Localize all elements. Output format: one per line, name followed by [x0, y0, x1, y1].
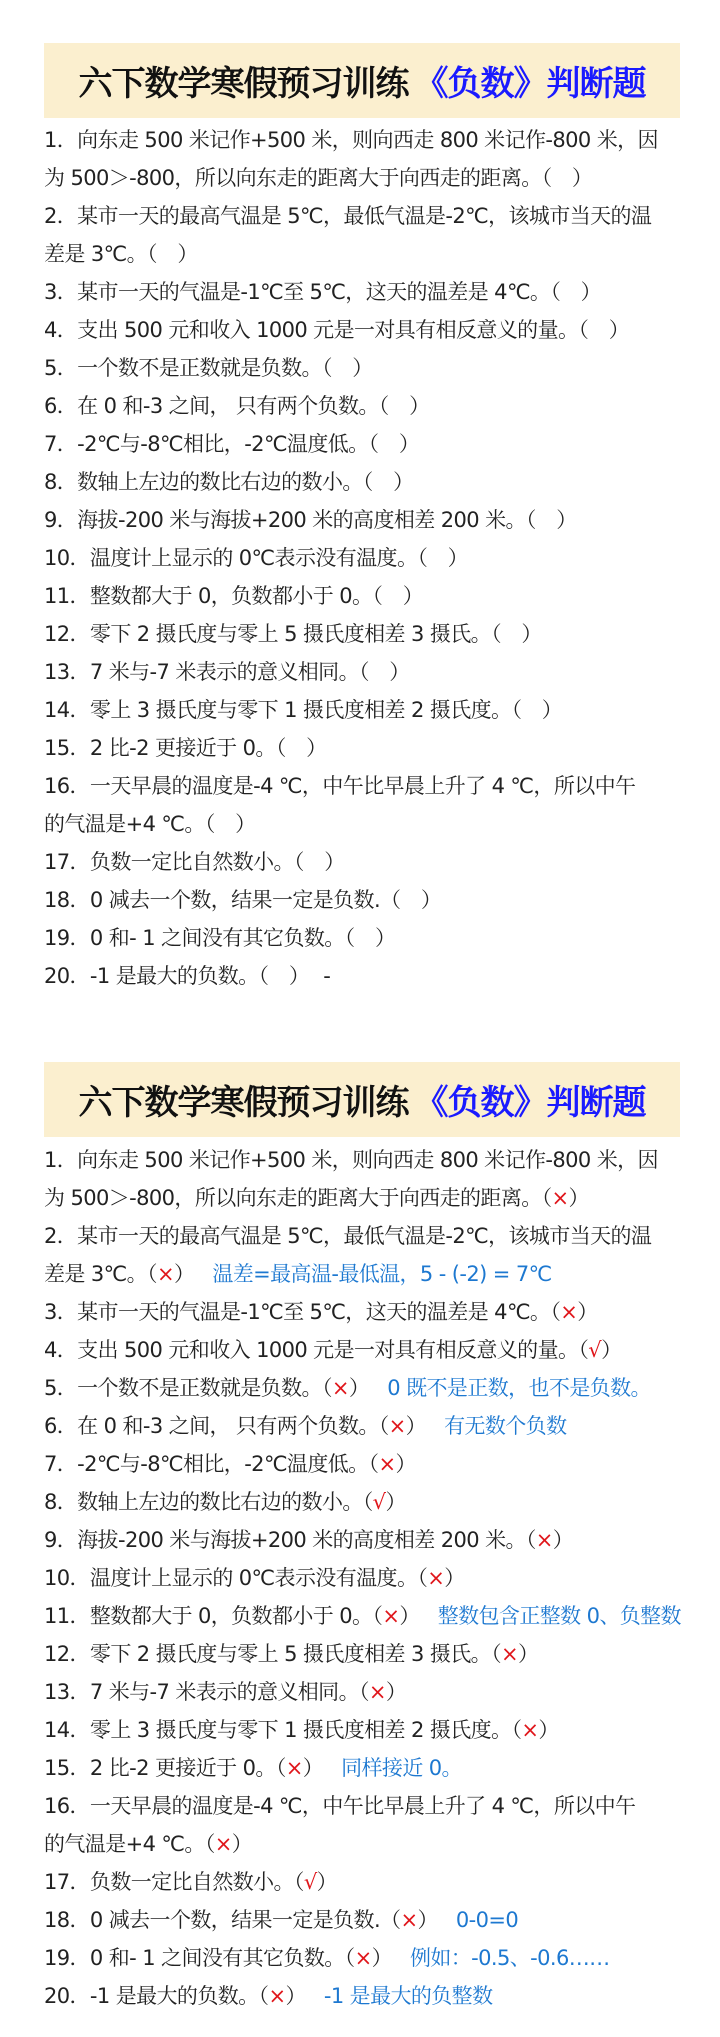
answer-blank: （ ） [362, 470, 414, 494]
question-item [44, 957, 684, 995]
answer-blank: （ ） [578, 318, 630, 342]
question-text: 11．整数都大于 0，负数都小于 0。 [44, 1604, 373, 1628]
question-line [44, 1711, 684, 1749]
question-text: 16．一天早晨的温度是-4 ℃，中午比早晨上升了 4 ℃，所以中午 [44, 1794, 636, 1818]
question-item [44, 425, 684, 463]
question-text: 3．某市一天的气温是-1℃至 5℃，这天的温差是 4℃。 [44, 1300, 551, 1324]
question-text: 差是 3℃。 [44, 1262, 148, 1286]
question-item [44, 1369, 684, 1407]
answer-blank: （×） [321, 1376, 370, 1400]
question-line [44, 1749, 684, 1787]
question-item [44, 881, 684, 919]
answer-blank: （√） [362, 1490, 406, 1514]
question-item [44, 463, 684, 501]
question-item [44, 1787, 684, 1863]
question-item [44, 1331, 684, 1369]
answer-blank: （×） [491, 1642, 539, 1666]
question-line [44, 919, 684, 957]
question-text: 的气温是+4 ℃。 [44, 812, 205, 836]
question-line [44, 691, 684, 729]
question-line [44, 729, 684, 767]
answer-mark: × [427, 1566, 445, 1590]
answer-mark: × [268, 1984, 286, 2008]
question-line [44, 349, 684, 387]
answer-blank: （√） [293, 1870, 338, 1894]
question-line [44, 767, 684, 805]
question-text: 8．数轴上左边的数比右边的数小。 [44, 1490, 363, 1514]
answer-blank: （ ） [293, 850, 345, 874]
question-item [44, 1293, 684, 1331]
answer-blank: （×） [147, 1262, 195, 1286]
question-item [44, 577, 684, 615]
answer-blank: （×） [204, 1832, 253, 1856]
question-text: 12．零下 2 摄氏度与零上 5 摄氏度相差 3 摄氏。 [44, 622, 492, 646]
question-item [44, 1977, 684, 2015]
question-item [44, 1217, 684, 1293]
question-item [44, 919, 684, 957]
question-item [44, 691, 684, 729]
question-text: 8．数轴上左边的数比右边的数小。 [44, 470, 363, 494]
explanation-note: 0-0=0 [455, 1908, 519, 1932]
question-line [44, 197, 684, 235]
question-line [44, 1369, 684, 1407]
question-item [44, 1901, 684, 1939]
question-item [44, 1521, 684, 1559]
answer-blank: （ ） [378, 394, 430, 418]
question-item [44, 501, 684, 539]
title-banner [44, 43, 680, 118]
answer-mark: × [535, 1528, 553, 1552]
question-item [44, 729, 684, 767]
answer-mark: × [285, 1756, 303, 1780]
answer-blank: （×） [275, 1756, 324, 1780]
answer-blank: （ ） [344, 926, 396, 950]
question-text: 为 500＞-800，所以向东走的距离大于向西走的距离。 [44, 1186, 542, 1210]
title-black: 六下数学寒假预习训练 [78, 64, 409, 104]
question-line [44, 1977, 684, 2015]
answer-blank: （ ） [147, 242, 198, 266]
question-item [44, 615, 684, 653]
question-text: 4．支出 500 元和收入 1000 元是一对具有相反意义的量。 [44, 1338, 579, 1362]
question-item [44, 197, 684, 273]
question-item [44, 1673, 684, 1711]
question-line [44, 1407, 684, 1445]
question-line [44, 311, 684, 349]
question-text: 12．零下 2 摄氏度与零上 5 摄氏度相差 3 摄氏。 [44, 1642, 492, 1666]
answer-blank: （×） [258, 1984, 306, 2008]
question-line [44, 881, 684, 919]
question-text: 13．7 米与-7 米表示的意义相同。 [44, 660, 359, 684]
question-line [44, 273, 684, 311]
question-text: 6．在 0 和-3 之间， 只有两个负数。 [44, 1414, 379, 1438]
answer-blank: （ ） [541, 166, 593, 190]
question-text: 9．海拔-200 米与海拔+200 米的高度相差 200 米。 [44, 1528, 526, 1552]
question-text: 19．0 和- 1 之间没有其它负数。 [44, 1946, 345, 1970]
answer-mark: × [156, 1262, 174, 1286]
answer-blank: （×） [372, 1604, 420, 1628]
title-black: 六下数学寒假预习训练 [78, 1083, 409, 1123]
answer-blank: （×） [378, 1414, 427, 1438]
question-line [44, 1901, 684, 1939]
answer-blank: （ ） [321, 356, 373, 380]
question-item [44, 1407, 684, 1445]
question-item [44, 1711, 684, 1749]
answer-mark: × [551, 1186, 569, 1210]
question-text: 10．温度计上显示的 0℃表示没有温度。 [44, 1566, 418, 1590]
answer-blank: （ ） [511, 698, 563, 722]
question-line [44, 653, 684, 691]
question-text: 15．2 比-2 更接近于 0。 [44, 736, 276, 760]
question-item [44, 767, 684, 843]
question-text: 1．向东走 500 米记作+500 米，则向西走 800 米记作-800 米，因 [44, 128, 658, 152]
explanation-note: 同样接近 0。 [341, 1756, 462, 1780]
question-line [44, 957, 684, 995]
explanation-note: 例如：-0.5、-0.6…… [409, 1946, 610, 1970]
answer-blank: （ ） [417, 546, 469, 570]
question-text: 5．一个数不是正数就是负数。 [44, 356, 322, 380]
answer-mark: × [378, 1452, 396, 1476]
question-text: 19．0 和- 1 之间没有其它负数。 [44, 926, 345, 950]
question-text: 4．支出 500 元和收入 1000 元是一对具有相反意义的量。 [44, 318, 579, 342]
question-item [44, 121, 684, 197]
answer-mark: × [500, 1642, 518, 1666]
question-line [44, 1217, 684, 1255]
question-item [44, 387, 684, 425]
answer-mark: × [331, 1376, 349, 1400]
question-line [44, 577, 684, 615]
question-item [44, 1939, 684, 1977]
question-item [44, 539, 684, 577]
answer-mark: √ [588, 1338, 602, 1362]
question-text: 18．0 减去一个数，结果一定是负数. [44, 1908, 381, 1932]
question-line [44, 425, 684, 463]
question-text: 17．负数一定比自然数小。 [44, 1870, 294, 1894]
question-item [44, 273, 684, 311]
answer-mark: × [214, 1832, 232, 1856]
question-item [44, 843, 684, 881]
question-line [44, 843, 684, 881]
question-line [44, 159, 684, 197]
answer-blank: （×） [358, 1680, 407, 1704]
question-text: 5．一个数不是正数就是负数。 [44, 1376, 322, 1400]
question-text: 1．向东走 500 米记作+500 米，则向西走 800 米记作-800 米，因 [44, 1148, 658, 1172]
question-text: 3．某市一天的气温是-1℃至 5℃，这天的温差是 4℃。 [44, 280, 551, 304]
question-text: 14．零上 3 摄氏度与零下 1 摄氏度相差 2 摄氏度。 [44, 1718, 512, 1742]
question-text: 14．零上 3 摄氏度与零下 1 摄氏度相差 2 摄氏度。 [44, 698, 512, 722]
answer-blank: （ ） [491, 622, 542, 646]
question-line [44, 1293, 684, 1331]
question-line [44, 1141, 684, 1179]
question-item [44, 1749, 684, 1787]
question-line [44, 1825, 684, 1863]
question-text: 18．0 减去一个数，结果一定是负数. [44, 888, 381, 912]
trailing-mark: - [323, 964, 331, 988]
answer-blank: （ ） [372, 584, 424, 608]
question-item [44, 349, 684, 387]
question-text: 20．-1 是最大的负数。 [44, 1984, 259, 2008]
answer-blank: （ ） [550, 280, 602, 304]
answer-mark: × [388, 1414, 406, 1438]
question-text: 2．某市一天的最高气温是 5℃，最低气温是-2℃，该城市当天的温 [44, 204, 652, 228]
question-text: 13．7 米与-7 米表示的意义相同。 [44, 1680, 359, 1704]
explanation-note: -1 是最大的负整数 [323, 1984, 493, 2008]
answer-blank: （×） [380, 1908, 438, 1932]
question-text: 9．海拔-200 米与海拔+200 米的高度相差 200 米。 [44, 508, 526, 532]
answer-blank: （ ） [368, 432, 420, 456]
question-item [44, 1635, 684, 1673]
question-line [44, 1863, 684, 1901]
answer-mark: × [560, 1300, 578, 1324]
question-text: 7．-2℃与-8℃相比，-2℃温度低。 [44, 1452, 369, 1476]
question-line [44, 1635, 684, 1673]
question-line [44, 1255, 684, 1293]
question-text: 10．温度计上显示的 0℃表示没有温度。 [44, 546, 418, 570]
answer-blank: （×） [525, 1528, 574, 1552]
answer-blank: （×） [417, 1566, 465, 1590]
question-item [44, 1483, 684, 1521]
answer-blank: （√） [578, 1338, 622, 1362]
question-line [44, 1445, 684, 1483]
answer-blank: （×） [550, 1300, 598, 1324]
explanation-note: 温差=最高温-最低温，5 - (-2) = 7℃ [212, 1262, 552, 1286]
answer-blank: （×） [541, 1186, 589, 1210]
answer-list [44, 1141, 684, 2015]
question-line [44, 1521, 684, 1559]
question-line [44, 1673, 684, 1711]
question-line [44, 235, 684, 273]
question-item [44, 1863, 684, 1901]
answer-mark: × [354, 1946, 372, 1970]
question-line [44, 1939, 684, 1977]
answer-blank: （ ） [380, 888, 442, 912]
question-text: 差是 3℃。 [44, 242, 148, 266]
question-line [44, 615, 684, 653]
question-text: 2．某市一天的最高气温是 5℃，最低气温是-2℃，该城市当天的温 [44, 1224, 652, 1248]
question-item [44, 1445, 684, 1483]
answer-blank: （×） [511, 1718, 559, 1742]
question-text: 16．一天早晨的温度是-4 ℃，中午比早晨上升了 4 ℃，所以中午 [44, 774, 636, 798]
question-line [44, 1483, 684, 1521]
question-item [44, 1141, 684, 1217]
question-line [44, 1597, 684, 1635]
question-line [44, 805, 684, 843]
answer-mark: × [521, 1718, 539, 1742]
question-line [44, 501, 684, 539]
question-item [44, 1559, 684, 1597]
question-item [44, 653, 684, 691]
question-text: 为 500＞-800，所以向东走的距离大于向西走的距离。 [44, 166, 542, 190]
question-line [44, 387, 684, 425]
answer-blank: （ ） [258, 964, 310, 988]
explanation-note: 有无数个负数 [444, 1414, 567, 1438]
title-blue: 《负数》判断题 [414, 64, 646, 104]
explanation-note: 0 既不是正数，也不是负数。 [387, 1376, 651, 1400]
answer-mark: × [368, 1680, 386, 1704]
question-line [44, 539, 684, 577]
question-text: 的气温是+4 ℃。 [44, 1832, 205, 1856]
answer-mark: √ [372, 1490, 386, 1514]
answer-blank: （ ） [525, 508, 577, 532]
question-line [44, 1559, 684, 1597]
answer-blank: （ ） [275, 736, 327, 760]
question-line [44, 1179, 684, 1217]
question-line [44, 1331, 684, 1369]
question-list [44, 121, 684, 995]
question-text: 17．负数一定比自然数小。 [44, 850, 294, 874]
question-text: 7．-2℃与-8℃相比，-2℃温度低。 [44, 432, 369, 456]
question-text: 6．在 0 和-3 之间， 只有两个负数。 [44, 394, 379, 418]
answer-blank: （×） [368, 1452, 416, 1476]
answer-blank: （×） [344, 1946, 392, 1970]
answer-mark: √ [303, 1870, 317, 1894]
question-line [44, 463, 684, 501]
answer-mark: × [382, 1604, 400, 1628]
answer-blank: （ ） [358, 660, 410, 684]
question-line [44, 1787, 684, 1825]
question-item [44, 311, 684, 349]
question-text: 20．-1 是最大的负数。 [44, 964, 259, 988]
question-text: 15．2 比-2 更接近于 0。 [44, 1756, 276, 1780]
question-line [44, 121, 684, 159]
title-banner-answers [44, 1062, 680, 1137]
question-item [44, 1597, 684, 1635]
title-blue: 《负数》判断题 [414, 1083, 646, 1123]
answer-blank: （ ） [204, 812, 256, 836]
explanation-note: 整数包含正整数 0、负整数 [437, 1604, 681, 1628]
answer-mark: × [400, 1908, 418, 1932]
question-text: 11．整数都大于 0，负数都小于 0。 [44, 584, 373, 608]
